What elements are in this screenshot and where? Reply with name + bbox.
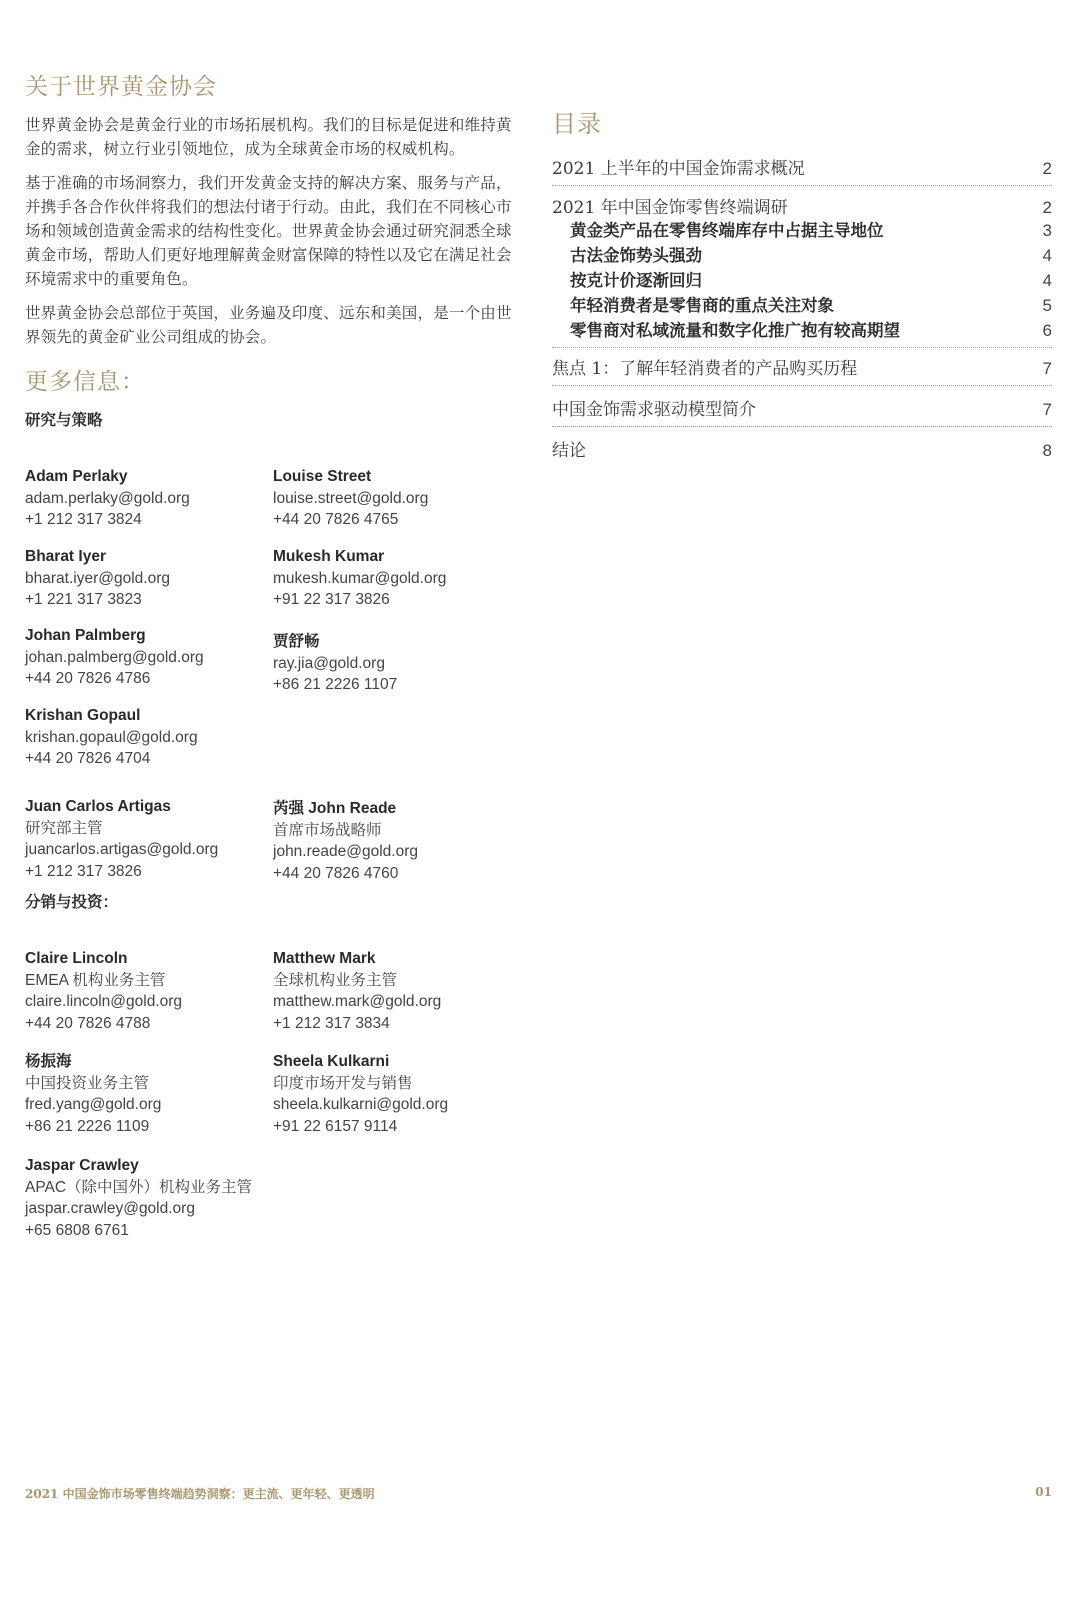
contact-card <box>25 796 218 882</box>
toc-subitem[interactable] <box>552 218 1052 243</box>
toc-item-page: 7 <box>1042 400 1052 419</box>
toc-item-page: 7 <box>1042 359 1052 378</box>
contact-card <box>273 631 397 696</box>
contact-card <box>273 546 446 611</box>
contact-email[interactable]: ray.jia@gold.org <box>273 654 385 672</box>
contact-phone: +86 21 2226 1109 <box>25 1117 150 1135</box>
contact-phone: +44 20 7826 4786 <box>25 670 151 687</box>
toc-item-page: 2 <box>1042 198 1052 217</box>
contact-phone: +44 20 7826 4760 <box>273 864 399 882</box>
page-footer <box>25 1485 1052 1502</box>
toc-item[interactable] <box>552 348 1052 386</box>
more-info-title: 更多信息： <box>25 369 145 395</box>
toc-item[interactable] <box>552 190 1052 218</box>
left-column <box>25 68 520 456</box>
contact-name: Mukesh Kumar <box>273 548 385 565</box>
contact-card <box>273 948 441 1034</box>
contact-phone: +1 212 317 3824 <box>25 511 142 528</box>
toc-item-label: 结论 <box>552 441 586 461</box>
contact-name: Adam Perlaky <box>25 468 128 485</box>
toc-item-label: 按克计价逐渐回归 <box>570 271 702 290</box>
toc-item-page: 6 <box>1042 321 1052 340</box>
contact-name: 芮强 John Reade <box>273 800 397 817</box>
contact-email[interactable]: sheela.kulkarni@gold.org <box>273 1096 449 1113</box>
contact-email[interactable]: jaspar.crawley@gold.org <box>25 1200 195 1217</box>
contact-email[interactable]: claire.lincoln@gold.org <box>25 993 183 1010</box>
contact-card <box>273 798 418 884</box>
contact-role: 全球机构业务主管 <box>273 971 398 989</box>
contact-name: Jaspar Crawley <box>25 1157 139 1174</box>
contact-phone: +1 212 317 3834 <box>273 1014 390 1032</box>
contact-card <box>25 625 204 690</box>
toc-item-label: 零售商对私域流量和数字化推广抱有较高期望 <box>570 321 900 340</box>
contact-email[interactable]: bharat.iyer@gold.org <box>25 569 170 587</box>
toc-item-label: 2021 上半年的中国金饰需求概况 <box>552 159 805 179</box>
toc-item[interactable] <box>552 151 1052 186</box>
contact-email[interactable]: louise.street@gold.org <box>273 489 429 507</box>
contact-name: Claire Lincoln <box>25 950 128 967</box>
contact-name: Johan Palmberg <box>25 627 146 644</box>
distribution-heading: 分销与投资： <box>25 892 119 911</box>
toc-item-page: 2 <box>1042 159 1052 178</box>
table-of-contents <box>552 104 1052 461</box>
about-paragraph-2: 基于准确的市场洞察力，我们开发黄金支持的解决方案、服务与产品，并携手各合作伙伴将我们的想法付诸于行动。由此，我们在不同核心市场和领域创造黄金需求的结构性变化。世界黄金协会通过研究洞悉全球黄金市场，帮助人们更好地理解黄金财富保障的特性以及它在满足社会环境需求中的重要角色。 <box>25 174 512 288</box>
toc-subitem[interactable] <box>552 293 1052 318</box>
contact-phone: +91 22 317 3826 <box>273 591 390 608</box>
toc-item-label: 年轻消费者是零售商的重点关注对象 <box>570 296 834 315</box>
contact-phone: +1 212 317 3826 <box>25 862 142 880</box>
toc-item-page: 4 <box>1042 271 1052 290</box>
toc-item[interactable] <box>552 386 1052 427</box>
toc-item-page: 8 <box>1042 441 1052 460</box>
toc-item-label: 古法金饰势头强劲 <box>570 246 702 265</box>
contact-card <box>25 1155 252 1241</box>
contact-email[interactable]: fred.yang@gold.org <box>25 1096 162 1113</box>
contact-card <box>25 466 190 531</box>
contact-name: 杨振海 <box>25 1053 72 1070</box>
contact-email[interactable]: juancarlos.artigas@gold.org <box>25 841 219 858</box>
contact-card <box>25 705 198 770</box>
contact-name: Sheela Kulkarni <box>273 1053 390 1070</box>
contact-role: APAC（除中国外）机构业务主管 <box>25 1178 253 1196</box>
contact-card <box>25 546 170 611</box>
contact-role: 首席市场战略师 <box>273 821 382 839</box>
contact-role: 印度市场开发与销售 <box>273 1074 413 1092</box>
contact-email[interactable]: johan.palmberg@gold.org <box>25 648 204 666</box>
about-title: 关于世界黄金协会 <box>25 74 217 100</box>
page-number: 01 <box>1035 1485 1052 1499</box>
contact-phone: +86 21 2226 1107 <box>273 676 398 693</box>
contact-name: Juan Carlos Artigas <box>25 798 171 815</box>
contact-email[interactable]: john.reade@gold.org <box>273 843 419 860</box>
contact-name: Bharat Iyer <box>25 548 106 565</box>
contact-phone: +44 20 7826 4765 <box>273 511 399 528</box>
toc-item-label: 2021 年中国金饰零售终端调研 <box>552 198 788 218</box>
about-paragraph-3: 世界黄金协会总部位于英国，业务遍及印度、远东和美国，是一个由世界领先的黄金矿业公司组成的协会。 <box>25 304 512 346</box>
toc-subitem[interactable] <box>552 268 1052 293</box>
toc-subitem[interactable] <box>552 318 1052 343</box>
contact-phone: +1 221 317 3823 <box>25 591 142 608</box>
contact-email[interactable]: krishan.gopaul@gold.org <box>25 728 198 746</box>
contact-name: Matthew Mark <box>273 950 376 967</box>
contact-role: EMEA 机构业务主管 <box>25 971 166 989</box>
contact-email[interactable]: matthew.mark@gold.org <box>273 993 442 1010</box>
contact-phone: +91 22 6157 9114 <box>273 1117 398 1135</box>
footer-title: 2021 中国金饰市场零售终端趋势洞察：更主流、更年轻、更透明 <box>25 1487 375 1501</box>
toc-item-page: 3 <box>1042 221 1052 240</box>
contact-phone: +44 20 7826 4704 <box>25 750 151 767</box>
contact-email[interactable]: adam.perlaky@gold.org <box>25 489 190 507</box>
contact-role: 研究部主管 <box>25 819 103 837</box>
contact-card <box>273 466 428 531</box>
contact-name: Krishan Gopaul <box>25 707 141 724</box>
toc-item-label: 黄金类产品在零售终端库存中占据主导地位 <box>570 221 884 240</box>
contact-email[interactable]: mukesh.kumar@gold.org <box>273 569 447 587</box>
about-paragraph-1: 世界黄金协会是黄金行业的市场拓展机构。我们的目标是促进和维持黄金的需求，树立行业引领地位，成为全球黄金市场的权威机构。 <box>25 116 512 158</box>
toc-item-page: 5 <box>1042 296 1052 315</box>
toc-item-label: 焦点 1：了解年轻消费者的产品购买历程 <box>552 359 858 379</box>
contact-phone: +44 20 7826 4788 <box>25 1014 151 1032</box>
research-heading: 研究与策略 <box>25 410 103 429</box>
contact-phone: +65 6808 6761 <box>25 1221 129 1239</box>
contact-card <box>25 948 182 1034</box>
toc-title: 目录 <box>552 110 602 138</box>
toc-item-page: 4 <box>1042 246 1052 265</box>
contact-name: 贾舒畅 <box>273 633 320 650</box>
toc-item[interactable] <box>552 427 1052 461</box>
toc-item-label: 中国金饰需求驱动模型简介 <box>552 400 756 420</box>
contact-role: 中国投资业务主管 <box>25 1074 150 1092</box>
contact-card <box>25 1051 161 1137</box>
contact-name: Louise Street <box>273 468 372 485</box>
toc-subitem[interactable] <box>552 243 1052 268</box>
contact-card <box>273 1051 448 1137</box>
